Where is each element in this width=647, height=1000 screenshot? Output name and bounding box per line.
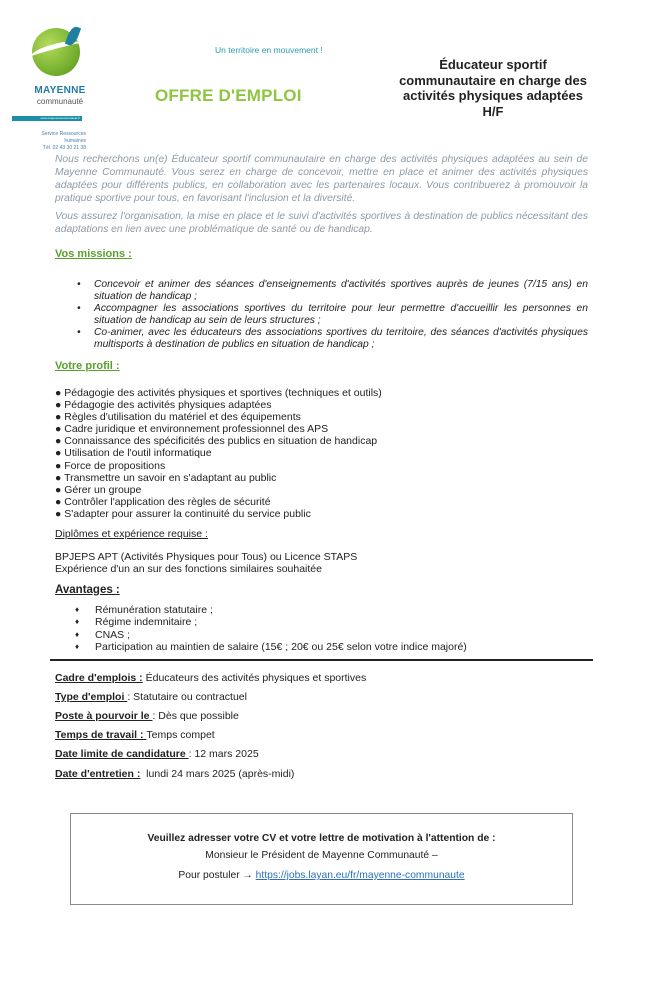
service-name: Service Ressources humaines <box>41 131 86 144</box>
diplomas-heading: Diplômes et expérience requise : <box>55 528 208 540</box>
apply-link[interactable]: https://jobs.layan.eu/fr/mayenne-communaute <box>255 870 465 881</box>
profile-list <box>55 387 382 520</box>
apply-prefix: Pour postuler → <box>178 870 256 881</box>
intro-paragraph: Vous assurez l'organisation, la mise en place et le suivi d'activités sportives à destination de publics nécessitant des adaptations en lien avec une problématique de santé ou de handicap. <box>55 211 588 235</box>
diplomas <box>55 551 357 575</box>
list-item: ● Pédagogie des activités physiques et sportives (techniques et outils) <box>55 387 382 399</box>
field-label: Cadre d'emplois : <box>55 672 143 684</box>
list-item: ● Cadre juridique et environnement professionnel des APS <box>55 423 329 436</box>
field-label: Type d'emploi <box>55 691 128 703</box>
field-value: : Dès que possible <box>152 710 239 722</box>
field-value: Éducateurs des activités physiques et sportives <box>142 672 367 684</box>
logo-sub: communauté <box>36 97 84 106</box>
field-value: Temps compet <box>146 729 215 741</box>
list-item: ● Force de propositions <box>55 459 166 472</box>
field-value: lundi 24 mars 2025 (après-midi) <box>140 768 295 780</box>
list-item: ● Pédagogie des activités physiques adaptées <box>55 399 272 412</box>
field-value: : Statutaire ou contractuel <box>127 691 247 703</box>
apply-heading: Veuillez adresser votre CV et votre lettre de motivation à l'attention de : <box>147 833 496 844</box>
list-item: ● Connaissance des spécificités des publics en situation de handicap <box>55 435 378 448</box>
field-entretien <box>55 768 294 780</box>
diploma-line: BPJEPS APT (Activités Physiques pour Tous) ou Licence STAPS <box>55 551 358 563</box>
website-bar: www.mayennecommunaute.fr <box>12 116 82 121</box>
advantages-heading: Avantages : <box>55 584 120 596</box>
list-item: ● Utilisation de l'outil informatique <box>55 447 212 460</box>
list-item: • Concevoir et animer des séances d'enseignements d'activités sportives auprès de jeunes (7/15 ans) en situation de handicap ; <box>75 279 588 303</box>
missions-heading: Vos missions : <box>55 248 132 260</box>
apply-recipient: Monsieur le Président de Mayenne Communauté – <box>205 850 438 861</box>
logo-name: MAYENNE <box>34 85 86 96</box>
apply-line <box>71 870 572 881</box>
list-item: ● S'adapter pour assurer la continuité du service public <box>55 507 311 520</box>
field-date-limite <box>55 748 259 760</box>
list-item: ● Transmettre un savoir en s'adaptant au public <box>55 471 277 484</box>
service-phone: Tél. 02 43 30 21 38 <box>42 145 86 151</box>
service-info <box>20 131 86 152</box>
experience-line: Expérience d'un an sur des fonctions similaires souhaitée <box>55 563 322 575</box>
field-label: Date d'entretien : <box>55 768 141 780</box>
missions-list <box>75 279 588 351</box>
advantages-list <box>75 604 467 654</box>
field-temps <box>55 729 215 741</box>
field-label: Date limite de candidature <box>55 748 189 760</box>
job-title: Éducateur sportif communautaire en charge des activités physiques adaptées H/F <box>399 57 587 119</box>
list-item: ♦ Régime indemnitaire ; <box>75 616 467 628</box>
field-type <box>55 691 247 703</box>
list-item: ♦ Rémunération statutaire ; <box>75 604 467 616</box>
list-item: • Accompagner les associations sportives du territoire pour leur permettre d'accueillir les personnes en situation de handicap au sein de leurs structures ; <box>75 303 588 327</box>
list-item: ♦ CNAS ; <box>75 629 467 641</box>
intro-paragraph: Nous recherchons un(e) Éducateur sportif communautaire en charge des activités physiques adaptées au sein de Mayenne Communauté. Vous serez en charge de concevoir, mettre en place et animer des activités physiques adaptées pour différents publics, en collaboration avec les partenaires locaux. Vous contribuerez à promouvoir la pratique sportive pour tous, en favorisant l'inclusion et la diversité. <box>55 154 588 204</box>
offer-label: OFFRE D'EMPLOI <box>155 86 302 105</box>
list-item: ● Gérer un groupe <box>55 483 142 496</box>
divider <box>50 659 593 661</box>
apply-box <box>70 813 573 905</box>
list-item: ● Règles d'utilisation du matériel et des équipements <box>55 411 301 424</box>
field-value: : 12 mars 2025 <box>188 748 259 760</box>
field-cadre <box>55 672 366 684</box>
slogan: Un territoire en mouvement ! <box>215 45 323 55</box>
list-item: • Co-animer, avec les éducateurs des associations sportives du territoire, des séances d'activités physiques multisports à destination de publics en situation de handicap ; <box>75 327 588 351</box>
field-poste <box>55 710 239 722</box>
list-item: ● Contrôler l'application des règles de sécurité <box>55 495 271 508</box>
field-label: Poste à pourvoir le <box>55 710 153 722</box>
field-label: Temps de travail : <box>55 729 147 741</box>
list-item: ♦ Participation au maintien de salaire (15€ ; 20€ ou 25€ selon votre indice majoré) <box>75 641 467 653</box>
profile-heading: Votre profil : <box>55 360 120 372</box>
